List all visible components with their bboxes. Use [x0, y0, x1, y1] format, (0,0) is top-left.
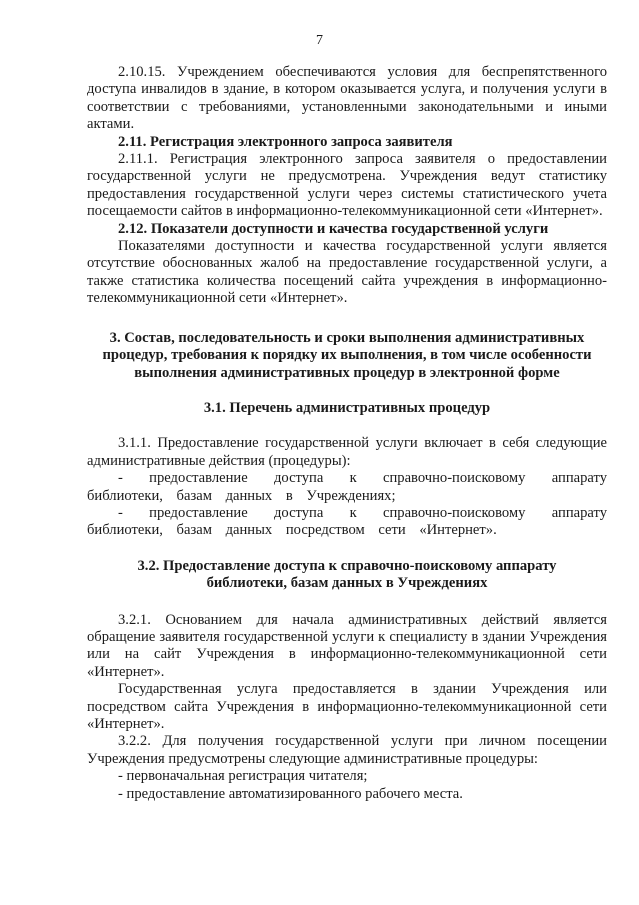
chapter-3-heading-line-2: процедур, требования к порядку их выполнения, в том числе особенности	[102, 347, 592, 364]
list-item-reader-registration: - первоначальная регистрация читателя;	[118, 768, 368, 785]
paragraph-2-11-1: 2.11.1. Регистрация электронного запроса заявителя о предоставлении государственной услуги не предусмотрена. Учреждения ведут статистику предоставления государственной услуги через системы статистического учета посещаемости сайтов в информационно-телекоммуникационной сети «Интернет».	[87, 151, 607, 220]
list-item-access-via-internet: - предоставление доступа к справочно-поисковому аппарату библиотеки, базам данных посредством сети «Интернет».	[87, 504, 607, 539]
list-item-workstation: - предоставление автоматизированного рабочего места.	[118, 785, 463, 802]
heading-2-11: 2.11. Регистрация электронного запроса заявителя	[118, 133, 453, 150]
heading-3-2-line-1: 3.2. Предоставление доступа к справочно-поисковому аппарату	[137, 557, 557, 574]
chapter-3-heading-line-3: выполнения административных процедур в электронной форме	[134, 364, 560, 381]
chapter-3-heading	[87, 330, 607, 382]
chapter-3-heading-line-1: 3. Состав, последовательность и сроки выполнения административных	[109, 329, 585, 346]
page-number: 7	[316, 33, 323, 48]
heading-3-2-line-2: библиотеки, базам данных в Учреждениях	[206, 575, 488, 592]
paragraph-3-2-1: 3.2.1. Основанием для начала административных действий является обращение заявителя государственной услуги к специалисту в здании Учреждения или на сайт Учреждения в информационно-телекоммуникационной сети «Интернет».	[87, 611, 607, 680]
heading-3-2	[87, 558, 607, 593]
paragraph-3-2-2: 3.2.2. Для получения государственной услуги при личном посещении Учреждения предусмотрены следующие административные процедуры:	[87, 733, 607, 767]
document-body	[87, 64, 607, 803]
paragraph-3-1-1: 3.1.1. Предоставление государственной услуги включает в себя следующие административные действия (процедуры):	[87, 435, 607, 469]
heading-3-1: 3.1. Перечень административных процедур	[203, 399, 491, 416]
heading-2-12: 2.12. Показатели доступности и качества государственной услуги	[118, 220, 549, 237]
paragraph-2-10-15: 2.10.15. Учреждением обеспечиваются условия для беспрепятственного доступа инвалидов в здание, в котором оказывается услуга, и получения услуги в соответствии с требованиями, установленными законодательными и иными актами.	[87, 64, 607, 133]
paragraph-2-12: Показателями доступности и качества государственной услуги является отсутствие обоснованных жалоб на предоставление государственной услуги, а также статистика количества посещений сайта учреждения в информационно-телекоммуникационной сети «Интернет».	[87, 238, 607, 307]
paragraph-service-provision: Государственная услуга предоставляется в здании Учреждения или посредством сайта Учреждения в информационно-телекоммуникационной сети «Интернет».	[87, 681, 607, 732]
list-item-access-in-institutions: - предоставление доступа к справочно-поисковому аппарату библиотеки, базам данных в Учреждениях;	[87, 470, 607, 504]
